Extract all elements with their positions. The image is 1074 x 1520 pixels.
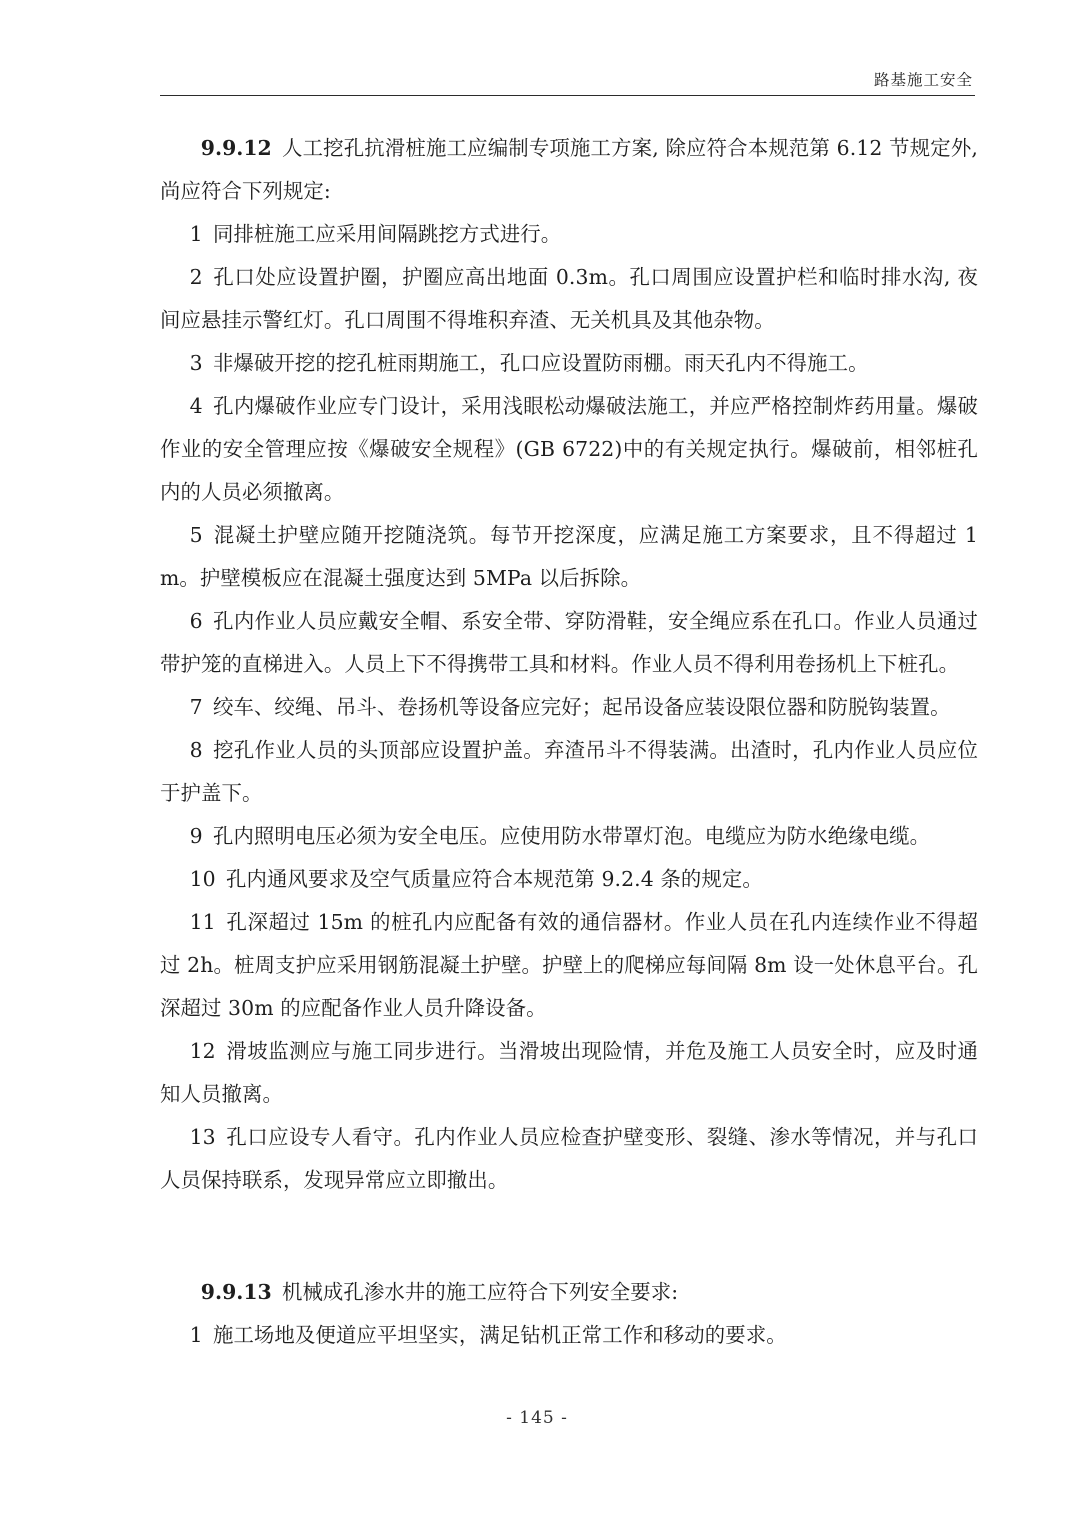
section-heading-9-9-12 <box>160 127 978 213</box>
list-item <box>160 256 978 342</box>
section-gap <box>160 1202 978 1245</box>
list-item <box>160 815 978 858</box>
list-item-marker: 7 <box>189 695 213 719</box>
list-item <box>160 1116 978 1202</box>
section-heading-text: 机械成孔渗水井的施工应符合下列安全要求: <box>281 1280 679 1304</box>
page-footer <box>0 1408 1074 1428</box>
list-item-text: 施工场地及便道应平坦坚实，满足钻机正常工作和移动的要求。 <box>212 1323 787 1347</box>
list-item <box>160 385 978 514</box>
list-item-text: 孔内爆破作业应专门设计，采用浅眼松动爆破法施工，并应严格控制炸药用量。爆破作业的安全管理应按《爆破安全规程》(GB 6722)中的有关规定执行。爆破前，相邻桩孔内的人员必须撤离。 <box>160 394 978 504</box>
list-item-marker: 9 <box>189 824 213 848</box>
list-item-marker: 13 <box>189 1125 227 1149</box>
list-item <box>160 729 978 815</box>
list-item-text: 绞车、绞绳、吊斗、卷扬机等设备应完好；起吊设备应装设限位器和防脱钩装置。 <box>212 695 951 719</box>
list-item-text: 挖孔作业人员的头顶部应设置护盖。弃渣吊斗不得装满。出渣时，孔内作业人员应位于护盖下。 <box>160 738 978 805</box>
list-item-text: 同排桩施工应采用间隔跳挖方式进行。 <box>212 222 562 246</box>
list-item <box>160 901 978 1030</box>
list-item-text: 孔内作业人员应戴安全帽、系安全带、穿防滑鞋，安全绳应系在孔口。作业人员通过带护笼的直梯进入。人员上下不得携带工具和材料。作业人员不得利用卷扬机上下桩孔。 <box>160 609 978 676</box>
list-item <box>160 686 978 729</box>
list-item-text: 孔内通风要求及空气质量应符合本规范第 9.2.4 条的规定。 <box>226 867 763 891</box>
list-item <box>160 600 978 686</box>
list-item-text: 混凝土护壁应随开挖随浇筑。每节开挖深度，应满足施工方案要求，且不得超过 1m。护壁模板应在混凝土强度达到 5MPa 以后拆除。 <box>160 523 978 590</box>
section-heading-text: 人工挖孔抗滑桩施工应编制专项施工方案, 除应符合本规范第 6.12 节规定外, 尚应符合下列规定: <box>160 136 978 203</box>
list-item <box>160 1030 978 1116</box>
section-heading-9-9-13 <box>160 1271 978 1314</box>
page-header <box>160 72 975 96</box>
header-title: 路基施工安全 <box>873 71 973 89</box>
section-number: 9.9.12 <box>200 136 282 160</box>
list-item-marker: 8 <box>189 738 213 762</box>
list-item-text: 滑坡监测应与施工同步进行。当滑坡出现险情，并危及施工人员安全时，应及时通知人员撤离。 <box>160 1039 978 1106</box>
list-item <box>160 213 978 256</box>
list-item <box>160 342 978 385</box>
header-rule <box>160 95 975 96</box>
list-item-marker: 12 <box>189 1039 227 1063</box>
list-item-marker: 1 <box>189 1323 213 1347</box>
list-item-text: 非爆破开挖的挖孔桩雨期施工，孔口应设置防雨棚。雨天孔内不得施工。 <box>212 351 869 375</box>
list-item-text: 孔口应设专人看守。孔内作业人员应检查护壁变形、裂缝、渗水等情况，并与孔口人员保持联系，发现异常应立即撤出。 <box>160 1125 978 1192</box>
list-item <box>160 858 978 901</box>
list-item-text: 孔内照明电压必须为安全电压。应使用防水带罩灯泡。电缆应为防水绝缘电缆。 <box>212 824 931 848</box>
section-number: 9.9.13 <box>200 1280 282 1304</box>
list-item-marker: 5 <box>189 523 213 547</box>
list-item-marker: 4 <box>189 394 213 418</box>
page-number: - 145 - <box>506 1408 568 1428</box>
list-item-marker: 2 <box>189 265 213 289</box>
document-body <box>160 127 978 1357</box>
list-item-marker: 6 <box>189 609 213 633</box>
list-item-text: 孔口处应设置护圈，护圈应高出地面 0.3m。孔口周围应设置护栏和临时排水沟, 夜间应悬挂示警红灯。孔口周围不得堆积弃渣、无关机具及其他杂物。 <box>160 265 978 332</box>
list-item-marker: 1 <box>189 222 213 246</box>
section-gap <box>160 1245 978 1271</box>
list-item <box>160 514 978 600</box>
list-item-text: 孔深超过 15m 的桩孔内应配备有效的通信器材。作业人员在孔内连续作业不得超过 2h。桩周支护应采用钢筋混凝土护壁。护壁上的爬梯应每间隔 8m 设一处休息平台。孔深超过 30m 的应配备作业人员升降设备。 <box>160 910 978 1020</box>
list-item-marker: 11 <box>189 910 227 934</box>
list-item-marker: 10 <box>189 867 227 891</box>
list-item-marker: 3 <box>189 351 213 375</box>
list-item <box>160 1314 978 1357</box>
